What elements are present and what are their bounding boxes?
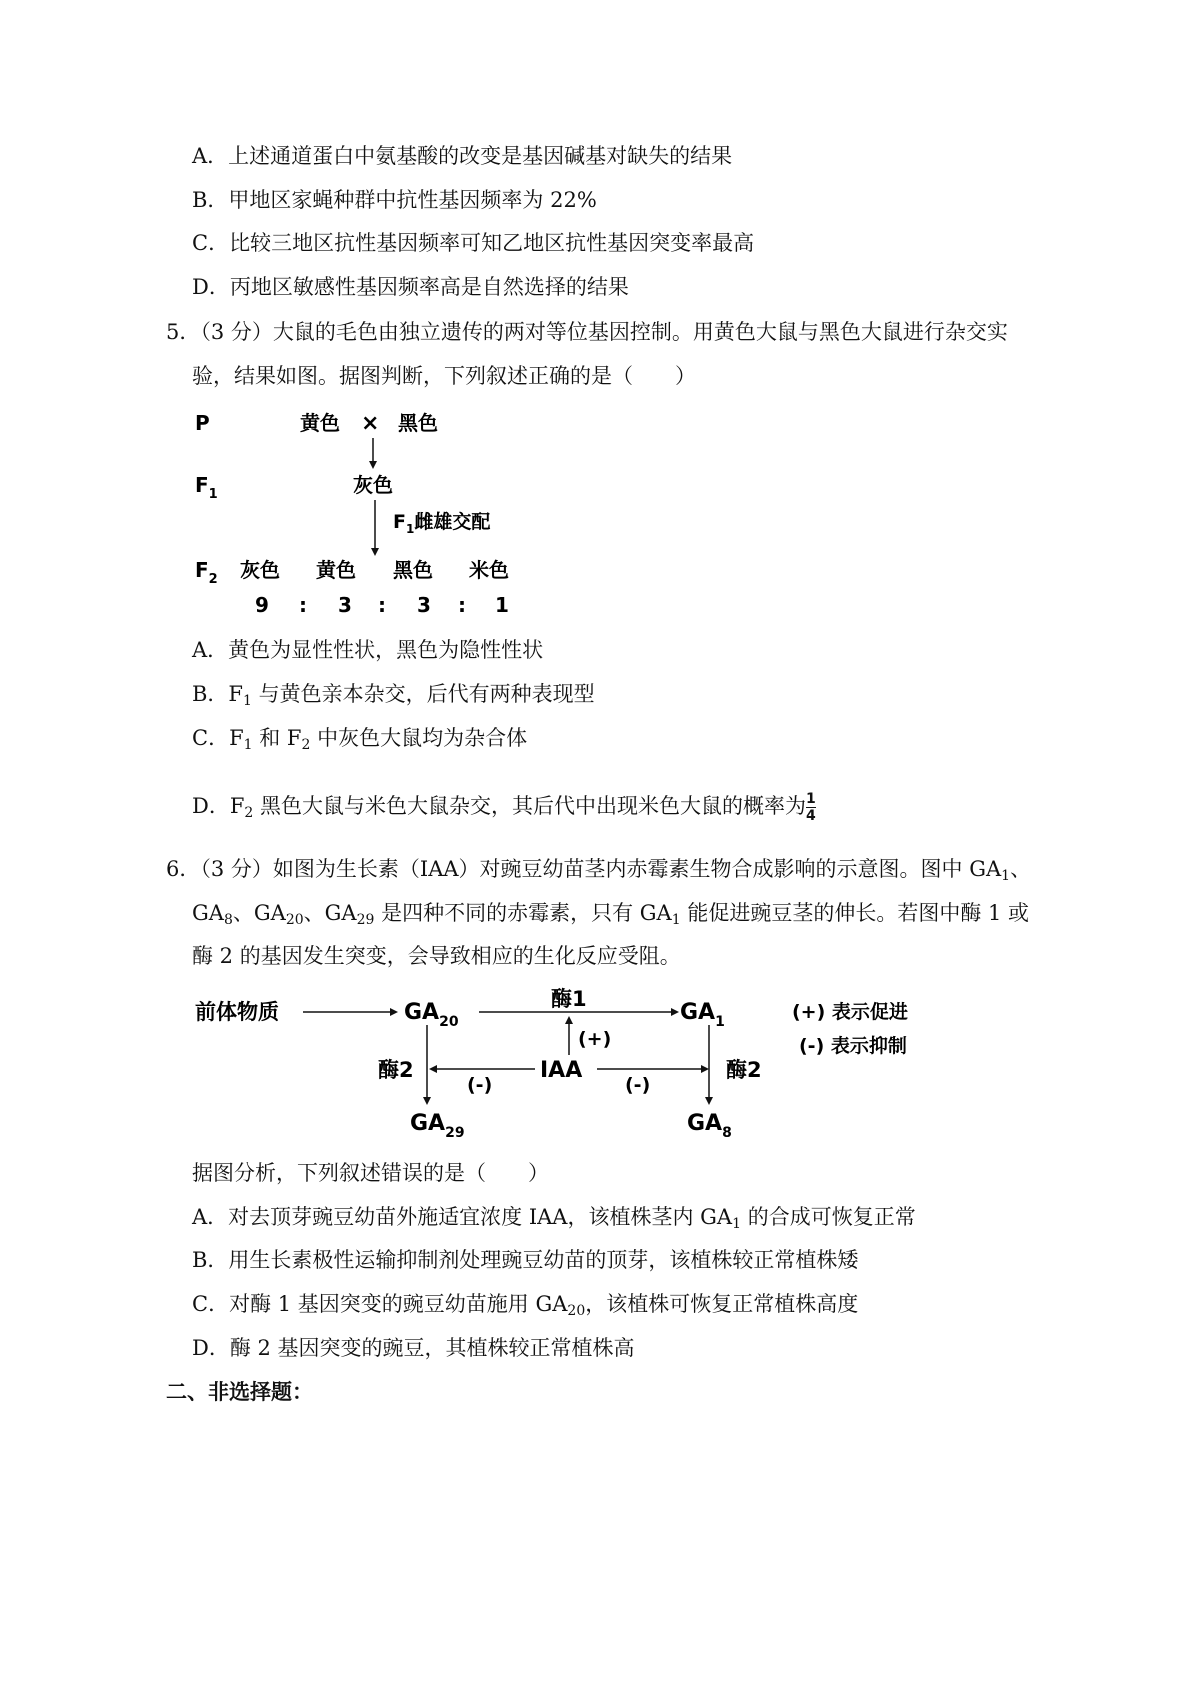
f2-ratio xyxy=(255,593,509,617)
precursor-to-ga20-arrow xyxy=(303,1008,398,1016)
inhibit-sign-left: (-) xyxy=(467,1074,493,1096)
ratio-value: 9 xyxy=(255,593,269,617)
q4-option-b: B．甲地区家蝇种群中抗性基因频率为 22% xyxy=(192,188,597,212)
ga20-to-ga29-arrow xyxy=(423,1025,431,1105)
f2-phenotype-black: 黑色 xyxy=(393,558,433,582)
q5-stem-line2: 验，结果如图。据图判断，下列叙述正确的是（ ） xyxy=(192,364,696,388)
parent-black-label: 黑色 xyxy=(398,411,438,435)
q5-option-d: D．$F_2$ 黑色大鼠与米色大鼠杂交，其后代中出现米色大鼠的概率为$\frac{1}{4}$ xyxy=(192,791,816,824)
p-generation-label: P xyxy=(195,411,210,435)
q4-option-a: A．上述通道蛋白中氨基酸的改变是基因碱基对缺失的结果 xyxy=(192,144,733,168)
iaa-inhibit-right-arrow xyxy=(597,1065,709,1073)
f1-generation-label: $F_1$ xyxy=(195,473,218,502)
ga8-label: $GA_8$ xyxy=(687,1111,732,1141)
parent-yellow-label: 黄色 xyxy=(300,411,340,435)
f2-phenotype-gray: 灰色 xyxy=(240,558,280,582)
iaa-label: IAA xyxy=(540,1058,583,1083)
f1-intercross-label: $F_1$雌雄交配 xyxy=(393,511,491,536)
legend-promote: (+) 表示促进 xyxy=(792,1001,908,1023)
legend-inhibit: (-) 表示抑制 xyxy=(799,1035,907,1057)
q5-option-a: A．黄色为显性性状，黑色为隐性性状 xyxy=(192,638,544,662)
ga1-label: $GA_1$ xyxy=(680,1000,725,1030)
ratio-value: 1 xyxy=(495,593,509,617)
q4-option-c: C．比较三地区抗性基因频率可知乙地区抗性基因突变率最高 xyxy=(192,231,755,255)
q6-pathway-diagram xyxy=(185,985,965,1145)
q5-option-c: C．$F_1$ 和 $F_2$ 中灰色大鼠均为杂合体 xyxy=(192,726,528,753)
q6-stem-line3: 酶 2 的基因发生突变，会导致相应的生化反应受阻。 xyxy=(192,944,681,968)
promote-sign: (+) xyxy=(578,1028,612,1050)
inhibit-sign-right: (-) xyxy=(625,1074,651,1096)
iaa-promote-arrow xyxy=(565,1016,573,1055)
q6-option-d: D．酶 2 基因突变的豌豆，其植株较正常植株高 xyxy=(192,1336,635,1360)
ratio-separator: : xyxy=(378,593,386,617)
ratio-value: 3 xyxy=(338,593,352,617)
ga29-label: $GA_{29}$ xyxy=(410,1111,465,1141)
f2-phenotype-yellow: 黄色 xyxy=(316,558,356,582)
q5-stem-line1: 5．（3 分）大鼠的毛色由独立遗传的两对等位基因控制。用黄色大鼠与黑色大鼠进行杂交实 xyxy=(166,320,1008,344)
enzyme1-label: 酶1 xyxy=(551,987,587,1011)
enzyme2-left-label: 酶2 xyxy=(378,1058,414,1082)
f2-generation-label: $F_2$ xyxy=(195,558,218,587)
ratio-separator: : xyxy=(458,593,466,617)
f1-phenotype-gray: 灰色 xyxy=(353,473,393,497)
ratio-value: 3 xyxy=(417,593,431,617)
q6-question: 据图分析，下列叙述错误的是（ ） xyxy=(192,1161,549,1185)
q6-option-a: A．对去顶芽豌豆幼苗外施适宜浓度 IAA，该植株茎内 $GA_1$ 的合成可恢复正常 xyxy=(192,1205,916,1232)
enzyme2-right-label: 酶2 xyxy=(726,1058,762,1082)
q6-option-b: B．用生长素极性运输抑制剂处理豌豆幼苗的顶芽，该植株较正常植株矮 xyxy=(192,1248,859,1272)
q4-option-d: D．丙地区敏感性基因频率高是自然选择的结果 xyxy=(192,275,629,299)
section-heading-non-choice: 二、非选择题： xyxy=(166,1379,313,1404)
iaa-inhibit-left-arrow xyxy=(429,1065,535,1073)
f2-phenotype-cream: 米色 xyxy=(469,558,509,582)
ga1-to-ga8-arrow xyxy=(705,1025,713,1105)
fraction-one-quarter: $\frac{1}{4}$ xyxy=(806,791,816,824)
ratio-separator: : xyxy=(299,593,307,617)
ga20-label: $GA_{20}$ xyxy=(404,1000,459,1030)
q5-option-b: B．$F_1$ 与黄色亲本杂交，后代有两种表现型 xyxy=(192,682,595,709)
q6-option-c: C．对酶 1 基因突变的豌豆幼苗施用 $GA_{20}$，该植株可恢复正常植株高度 xyxy=(192,1292,859,1319)
f1-to-f2-arrow xyxy=(371,500,379,556)
cross-symbol: × xyxy=(361,411,380,436)
q5-cross-diagram xyxy=(185,400,545,630)
precursor-label: 前体物质 xyxy=(195,1000,279,1024)
q6-stem-line1: 6．（3 分）如图为生长素（IAA）对豌豆幼苗茎内赤霉素生物合成影响的示意图。图中 $GA_1$、 xyxy=(166,857,1032,884)
p-to-f1-arrow xyxy=(369,438,377,469)
q6-stem-line2: $GA_8$、$GA_{20}$、$GA_{29}$ 是四种不同的赤霉素，只有 $GA_1$ 能促进豌豆茎的伸长。若图中酶 1 或 xyxy=(192,901,1030,928)
